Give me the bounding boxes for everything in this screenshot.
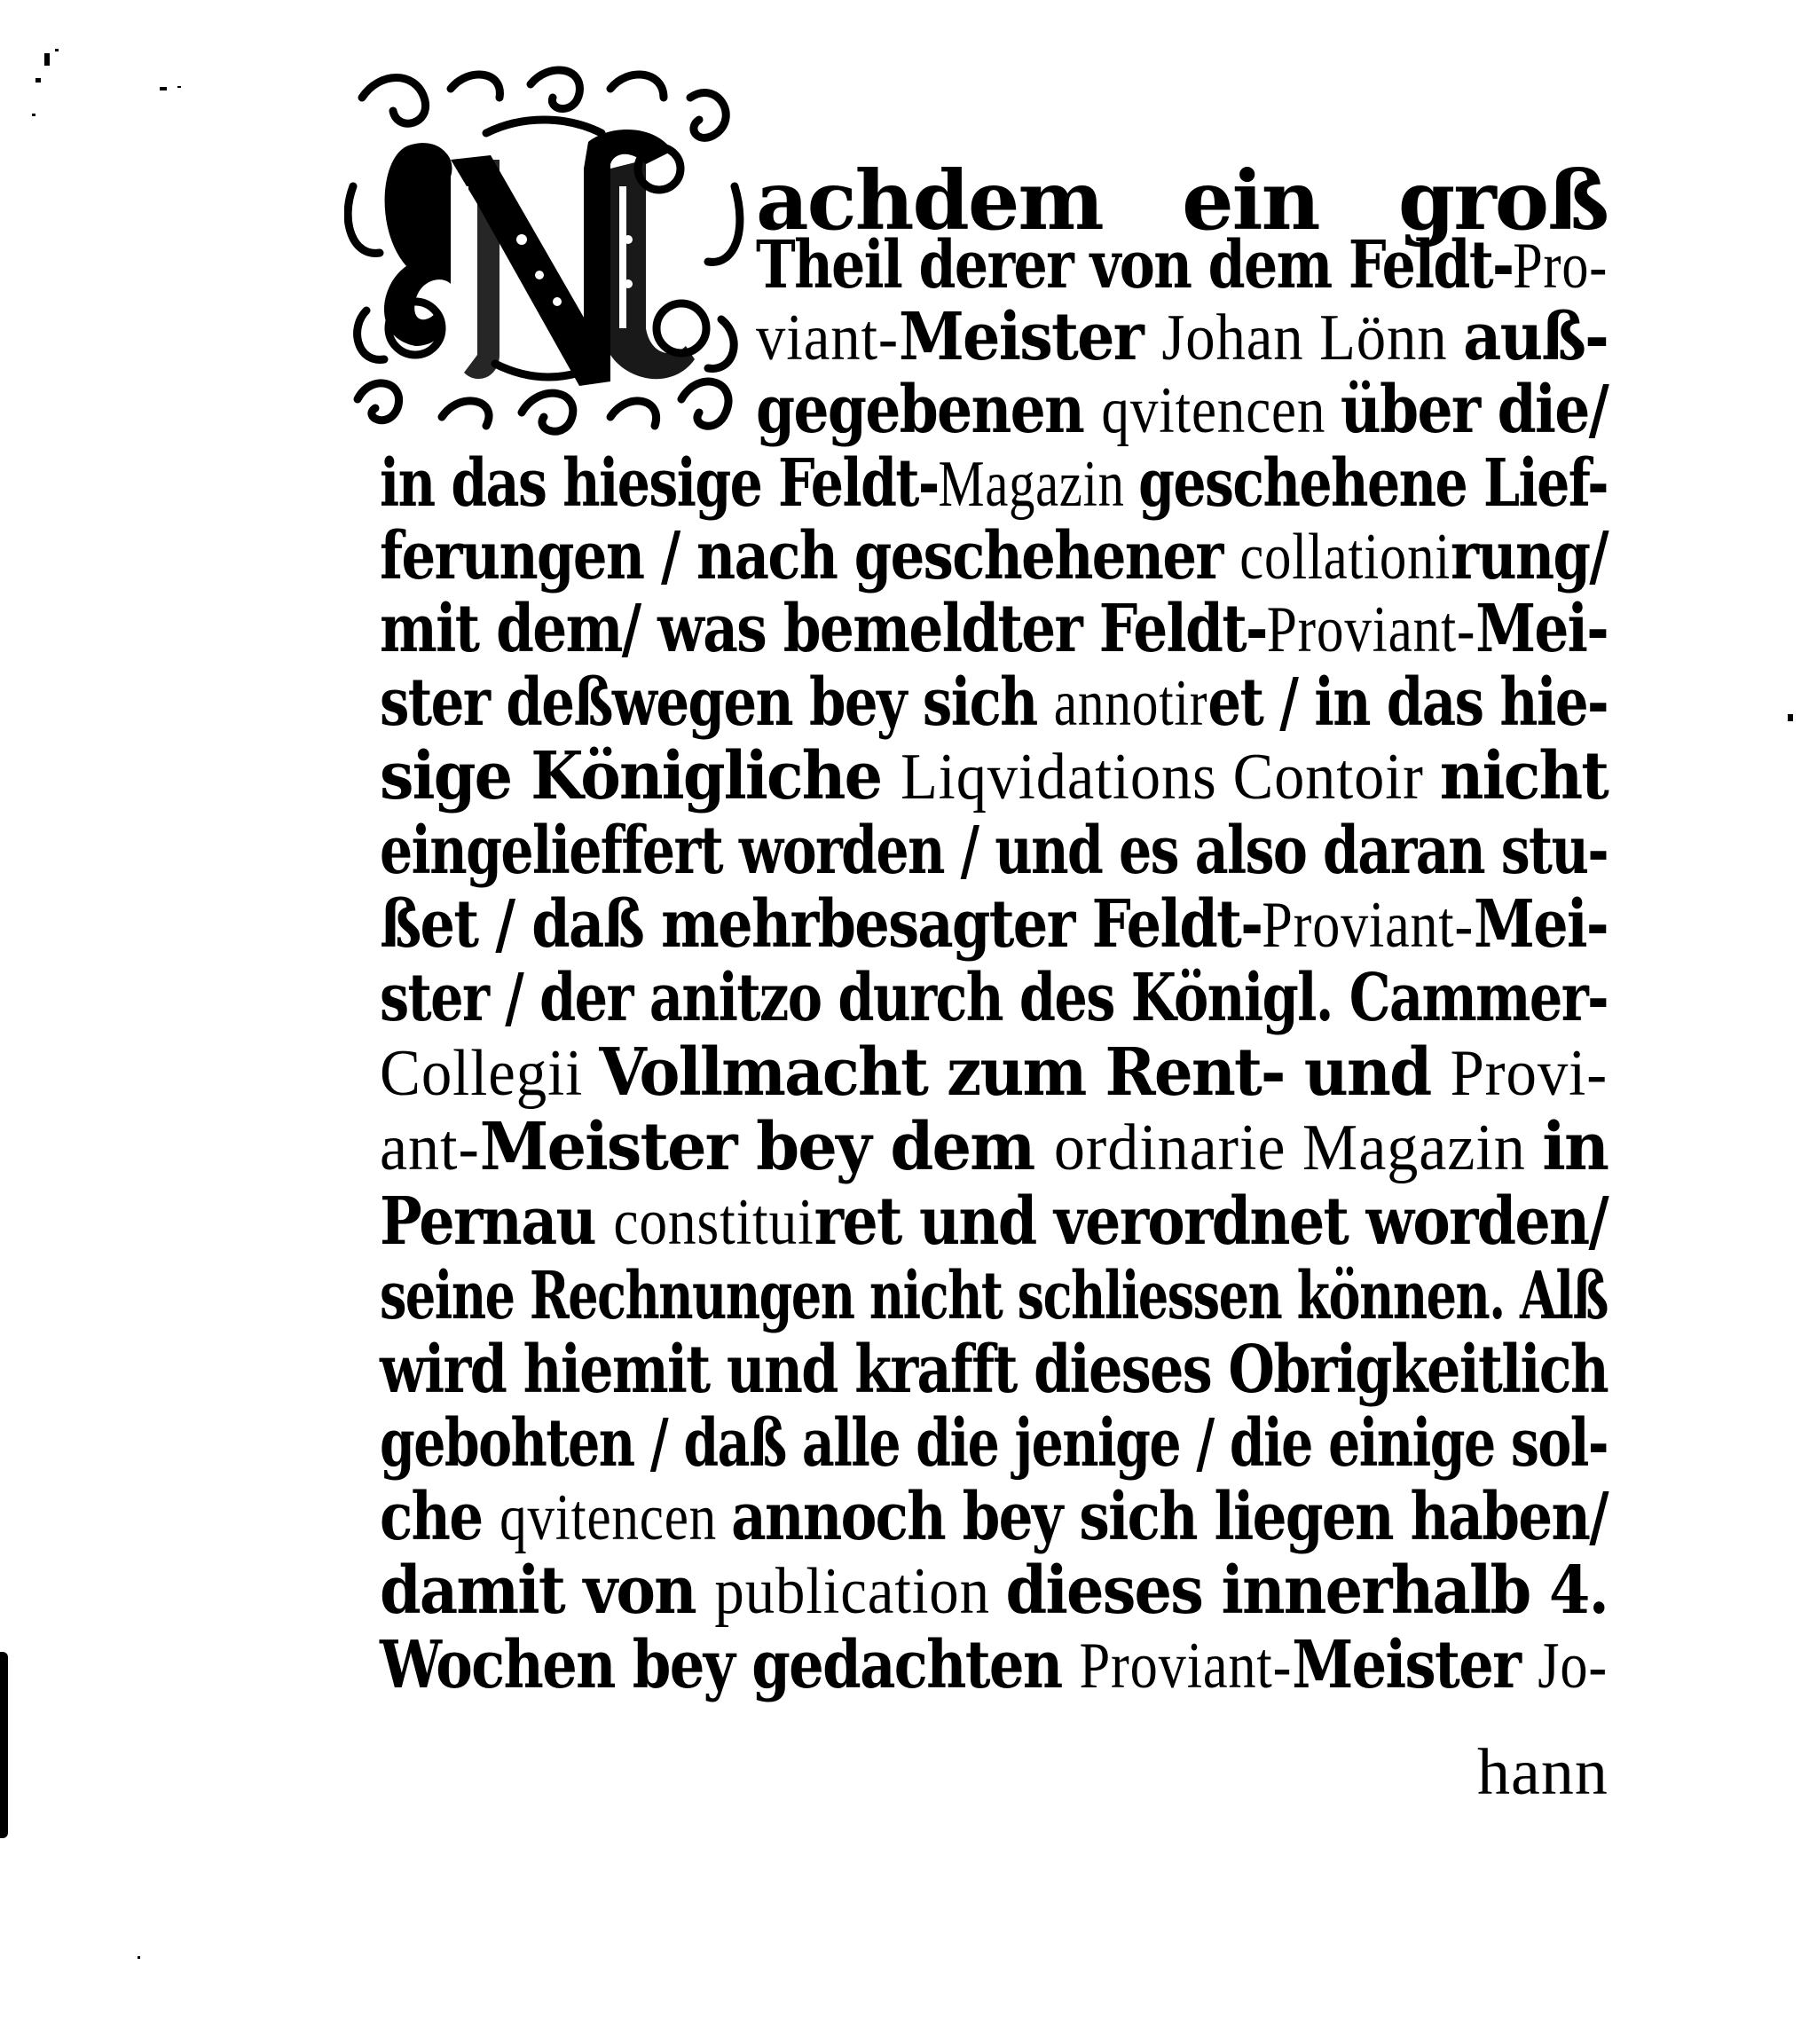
scan-speck	[55, 49, 59, 51]
blackletter-run: damit von	[380, 1553, 715, 1629]
blackletter-run: ßet / daß mehrbesagter Feldt-	[380, 886, 1262, 963]
scan-speck	[138, 1956, 140, 1959]
blackletter-run: rung/	[1451, 518, 1608, 594]
blackletter-run: ein	[1182, 153, 1319, 248]
antiqua-run: Pro-	[1513, 230, 1609, 303]
decorative-initial-n	[344, 62, 745, 444]
blackletter-run: in das hiesige Feldt-	[380, 445, 939, 522]
antiqua-run: publication	[714, 1555, 1006, 1628]
antiqua-run: Collegii	[380, 1037, 600, 1110]
blackletter-run: auß-	[1463, 299, 1609, 375]
blackletter-run: ret und verordnet worden/	[814, 1183, 1608, 1260]
antiqua-run: Johan Lönn	[1161, 302, 1464, 374]
antiqua-run: Proviant-	[1262, 889, 1475, 962]
antiqua-run: Jo-	[1538, 1630, 1609, 1702]
text-line	[380, 1405, 1608, 1482]
blackletter-run: annoch bey sich liegen haben/	[731, 1479, 1608, 1555]
blackletter-run: groß	[1397, 153, 1608, 248]
antiqua-run: Liqvidations Contoir	[901, 741, 1440, 814]
scan-speck	[35, 78, 41, 83]
blackletter-run: Pernau	[380, 1183, 614, 1260]
antiqua-run: Proviant-	[1266, 594, 1476, 666]
antiqua-run: ant-	[380, 1112, 480, 1184]
blackletter-run: eingelieffert worden / und es also daran stu-	[380, 813, 1609, 889]
text-line	[380, 591, 1609, 667]
blackletter-run: geschehene Lief-	[1138, 445, 1608, 522]
antiqua-run: collationi	[1239, 521, 1451, 594]
blackletter-run: gegebenen	[756, 372, 1102, 448]
text-line	[1477, 1736, 1609, 1809]
text-line	[756, 227, 1609, 303]
antiqua-run: constitui	[613, 1186, 814, 1259]
blackletter-run: Meister	[899, 299, 1162, 375]
blackletter-run: wird hiemit und krafft dieses Obrigkeitlich	[380, 1332, 1609, 1408]
blackletter-run: mit dem/ was bemeldter Feldt-	[380, 591, 1267, 667]
text-line	[380, 1034, 1609, 1111]
blackletter-run: ster / der anitzo durch des Königl. Cammer-	[380, 960, 1608, 1036]
antiqua-run: Provi-	[1450, 1037, 1609, 1110]
antiqua-run: Proviant-	[1079, 1630, 1293, 1702]
text-line	[380, 1332, 1609, 1408]
blackletter-run: Mei-	[1474, 886, 1609, 963]
antiqua-run: Magazin	[938, 448, 1139, 521]
scan-speck	[32, 114, 35, 116]
blackletter-run: Meister	[1292, 1627, 1538, 1703]
scan-speck	[177, 86, 181, 88]
scan-edge-mark	[0, 1652, 8, 1838]
text-line	[380, 1553, 1609, 1629]
text-line	[756, 299, 1609, 375]
text-line	[380, 738, 1609, 814]
antiqua-run: qvitencen	[1101, 374, 1341, 447]
scan-speck	[44, 53, 50, 66]
text-line	[380, 1627, 1609, 1703]
ornament-icon	[344, 62, 745, 444]
antiqua-run: viant-	[756, 302, 900, 374]
text-line	[756, 372, 1609, 448]
text-line	[380, 960, 1608, 1036]
blackletter-run: Vollmacht zum Rent- und	[599, 1034, 1451, 1111]
scan-speck	[1788, 714, 1793, 721]
text-line	[380, 813, 1609, 889]
antiqua-run: ordinarie Magazin	[1053, 1112, 1543, 1184]
blackletter-run: gebohten / daß alle die jenige / die einige sol-	[380, 1405, 1608, 1482]
text-line	[380, 664, 1609, 741]
blackletter-run: über die/	[1340, 372, 1609, 448]
text-line	[380, 886, 1609, 963]
antiqua-run: qvitencen	[499, 1482, 732, 1554]
text-line	[380, 445, 1608, 522]
scan-speck	[160, 87, 167, 90]
blackletter-run: in	[1542, 1109, 1609, 1185]
blackletter-run: Meister bey dem	[479, 1109, 1054, 1185]
blackletter-run: Mei-	[1475, 591, 1609, 667]
text-line	[380, 1183, 1608, 1260]
blackletter-run: Theil derer von dem Feldt-	[756, 227, 1514, 303]
text-line	[380, 1258, 1608, 1334]
blackletter-run: sige Königliche	[380, 738, 901, 814]
text-line	[380, 518, 1608, 594]
blackletter-run: ster deßwegen bey sich	[380, 664, 1054, 741]
text-line	[380, 1479, 1608, 1555]
blackletter-run: ferungen / nach geschehener	[380, 518, 1240, 594]
blackletter-run: nicht	[1439, 738, 1609, 814]
text-line	[380, 1109, 1609, 1185]
blackletter-run: che	[380, 1479, 500, 1555]
blackletter-run: dieses innerhalb 4.	[1005, 1553, 1609, 1629]
antiqua-run: hann	[1477, 1736, 1609, 1809]
blackletter-run: Wochen bey gedachten	[380, 1627, 1080, 1703]
antiqua-run: annotir	[1053, 667, 1208, 740]
blackletter-run: achdem	[756, 153, 1103, 248]
blackletter-run: seine Rechnungen nicht schliessen können. Alß	[380, 1258, 1608, 1334]
blackletter-run: et / in das hie-	[1207, 664, 1609, 741]
